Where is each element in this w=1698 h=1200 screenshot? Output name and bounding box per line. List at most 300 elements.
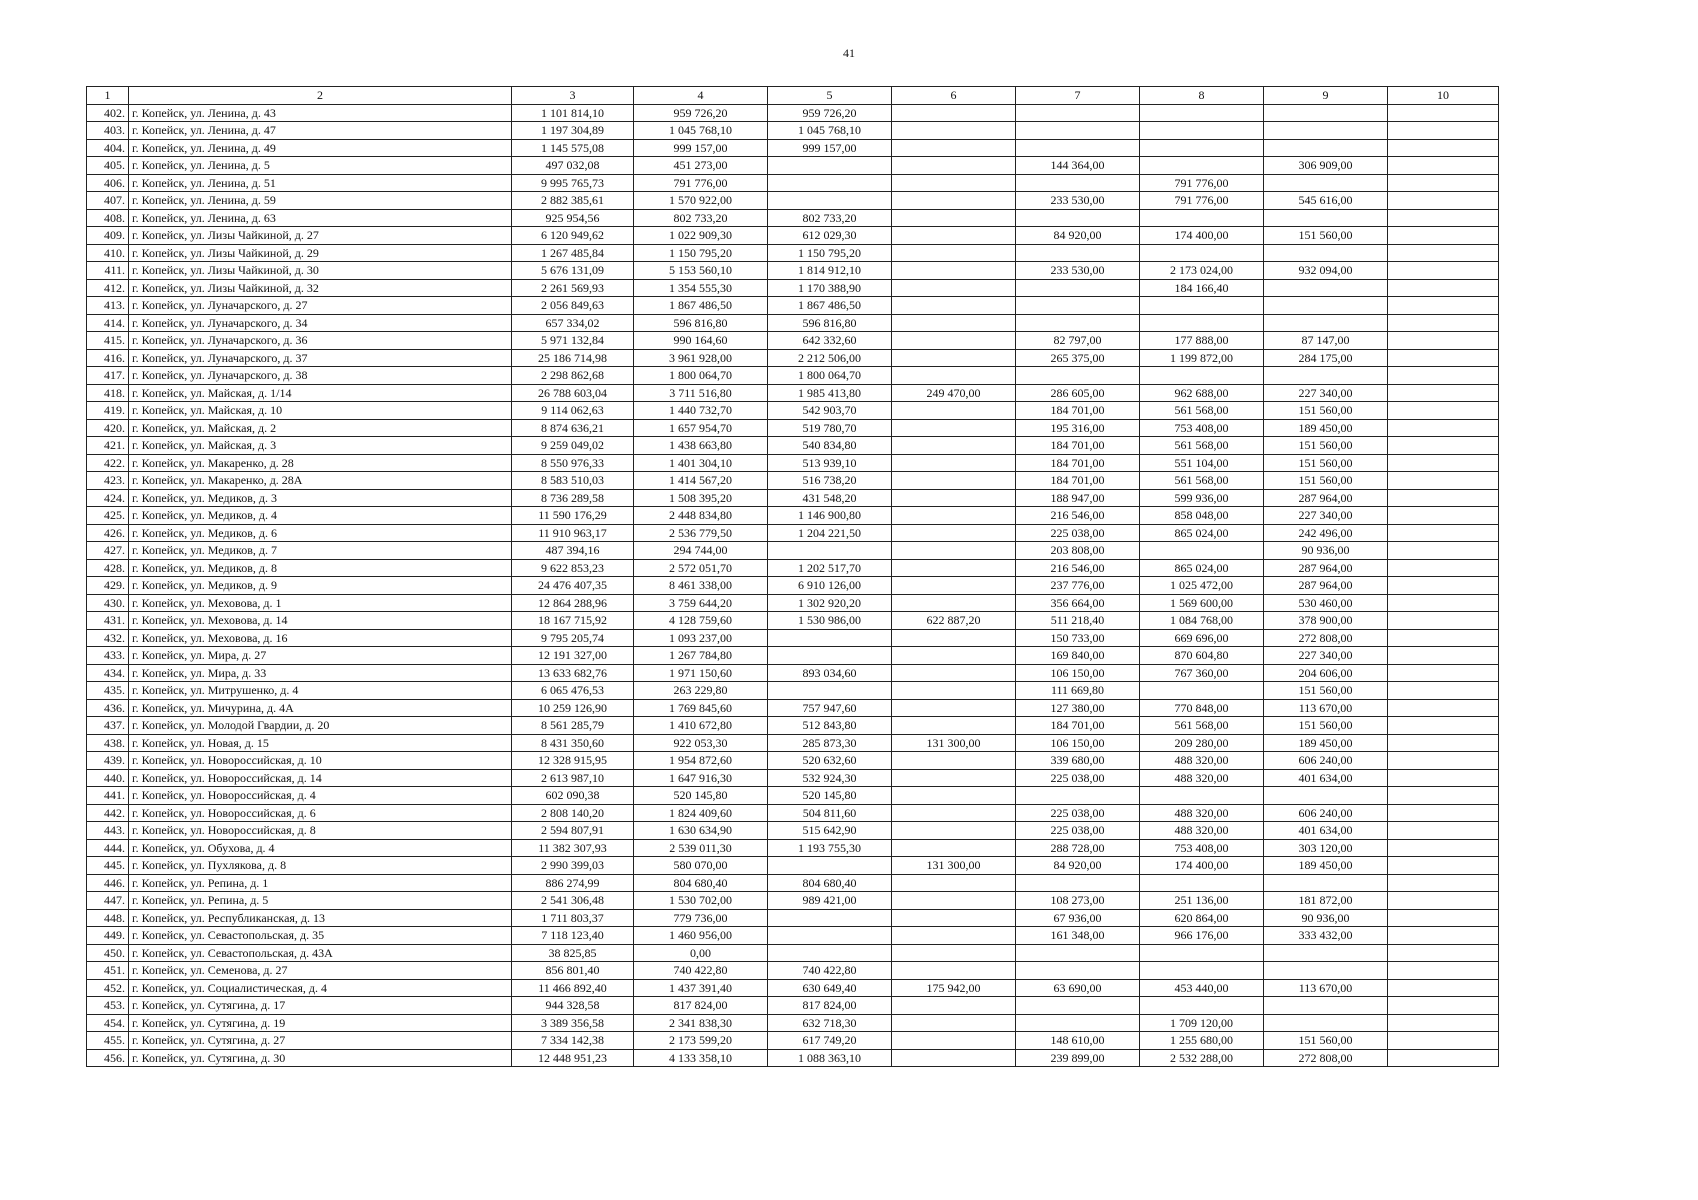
row-number-cell: 426. (87, 524, 129, 542)
address-cell: г. Копейск, ул. Ленина, д. 59 (129, 192, 512, 210)
value-cell (1388, 927, 1499, 945)
value-cell: 378 900,00 (1264, 612, 1388, 630)
value-cell: 804 680,40 (634, 874, 768, 892)
row-number-cell: 444. (87, 839, 129, 857)
value-cell: 151 560,00 (1264, 682, 1388, 700)
value-cell: 519 780,70 (768, 419, 892, 437)
value-cell: 753 408,00 (1140, 419, 1264, 437)
value-cell: 237 776,00 (1016, 577, 1140, 595)
value-cell: 2 808 140,20 (512, 804, 634, 822)
value-cell: 2 532 288,00 (1140, 1049, 1264, 1067)
table-row (87, 752, 1499, 770)
address-cell: г. Копейск, ул. Семенова, д. 27 (129, 962, 512, 980)
value-cell (892, 1049, 1016, 1067)
value-cell: 303 120,00 (1264, 839, 1388, 857)
value-cell (892, 314, 1016, 332)
value-cell (892, 262, 1016, 280)
value-cell: 1 508 395,20 (634, 489, 768, 507)
address-cell: г. Копейск, ул. Ленина, д. 47 (129, 122, 512, 140)
value-cell: 561 568,00 (1140, 472, 1264, 490)
row-number-cell: 429. (87, 577, 129, 595)
address-cell: г. Копейск, ул. Луначарского, д. 37 (129, 349, 512, 367)
value-cell (1264, 297, 1388, 315)
value-cell (1388, 297, 1499, 315)
column-header: 1 (87, 87, 129, 105)
address-cell: г. Копейск, ул. Лизы Чайкиной, д. 30 (129, 262, 512, 280)
register-table (86, 86, 1499, 1067)
row-number-cell: 445. (87, 857, 129, 875)
value-cell: 11 466 892,40 (512, 979, 634, 997)
value-cell: 657 334,02 (512, 314, 634, 332)
table-row (87, 1014, 1499, 1032)
row-number-cell: 453. (87, 997, 129, 1015)
value-cell: 87 147,00 (1264, 332, 1388, 350)
value-cell (1140, 542, 1264, 560)
row-number-cell: 423. (87, 472, 129, 490)
row-number-cell: 430. (87, 594, 129, 612)
value-cell: 1 711 803,37 (512, 909, 634, 927)
row-number-cell: 439. (87, 752, 129, 770)
table-row (87, 857, 1499, 875)
value-cell (1388, 1032, 1499, 1050)
value-cell (1388, 804, 1499, 822)
value-cell: 966 176,00 (1140, 927, 1264, 945)
value-cell (1388, 629, 1499, 647)
table-row (87, 524, 1499, 542)
value-cell: 195 316,00 (1016, 419, 1140, 437)
row-number-cell: 415. (87, 332, 129, 350)
value-cell: 580 070,00 (634, 857, 768, 875)
address-cell: г. Копейск, ул. Мира, д. 33 (129, 664, 512, 682)
value-cell (1388, 857, 1499, 875)
table-row (87, 209, 1499, 227)
table-row (87, 892, 1499, 910)
value-cell (892, 104, 1016, 122)
table-row (87, 874, 1499, 892)
value-cell: 6 910 126,00 (768, 577, 892, 595)
value-cell (1016, 944, 1140, 962)
value-cell: 540 834,80 (768, 437, 892, 455)
value-cell (1016, 314, 1140, 332)
value-cell (892, 839, 1016, 857)
value-cell (1388, 769, 1499, 787)
value-cell (892, 909, 1016, 927)
value-cell (1388, 717, 1499, 735)
value-cell: 8 874 636,21 (512, 419, 634, 437)
value-cell (1264, 104, 1388, 122)
value-cell (1264, 279, 1388, 297)
table-row (87, 104, 1499, 122)
table-row (87, 139, 1499, 157)
value-cell: 175 942,00 (892, 979, 1016, 997)
column-header: 3 (512, 87, 634, 105)
value-cell (1140, 997, 1264, 1015)
value-cell (892, 1032, 1016, 1050)
value-cell (1388, 682, 1499, 700)
address-cell: г. Копейск, ул. Майская, д. 2 (129, 419, 512, 437)
table-row (87, 979, 1499, 997)
value-cell: 38 825,85 (512, 944, 634, 962)
value-cell (1264, 874, 1388, 892)
value-cell (1388, 472, 1499, 490)
value-cell: 511 218,40 (1016, 612, 1140, 630)
value-cell (1140, 104, 1264, 122)
row-number-cell: 420. (87, 419, 129, 437)
row-number-cell: 408. (87, 209, 129, 227)
value-cell: 999 157,00 (634, 139, 768, 157)
value-cell: 630 649,40 (768, 979, 892, 997)
table-row (87, 262, 1499, 280)
value-cell: 67 936,00 (1016, 909, 1140, 927)
value-cell: 1 101 814,10 (512, 104, 634, 122)
table-row (87, 192, 1499, 210)
address-cell: г. Копейск, ул. Меховова, д. 16 (129, 629, 512, 647)
value-cell: 287 964,00 (1264, 559, 1388, 577)
value-cell: 84 920,00 (1016, 857, 1140, 875)
value-cell: 287 964,00 (1264, 577, 1388, 595)
value-cell (892, 699, 1016, 717)
value-cell: 12 191 327,00 (512, 647, 634, 665)
value-cell (1140, 962, 1264, 980)
value-cell: 1 267 784,80 (634, 647, 768, 665)
address-cell: г. Копейск, ул. Новороссийская, д. 14 (129, 769, 512, 787)
column-header: 7 (1016, 87, 1140, 105)
value-cell: 999 157,00 (768, 139, 892, 157)
value-cell: 227 340,00 (1264, 507, 1388, 525)
value-cell: 286 605,00 (1016, 384, 1140, 402)
value-cell: 1 570 922,00 (634, 192, 768, 210)
value-cell: 108 273,00 (1016, 892, 1140, 910)
value-cell (1140, 874, 1264, 892)
value-cell: 127 380,00 (1016, 699, 1140, 717)
value-cell: 1 410 672,80 (634, 717, 768, 735)
value-cell: 520 632,60 (768, 752, 892, 770)
table-row (87, 384, 1499, 402)
value-cell (892, 804, 1016, 822)
value-cell (1388, 174, 1499, 192)
column-header: 9 (1264, 87, 1388, 105)
value-cell: 1 867 486,50 (634, 297, 768, 315)
value-cell: 740 422,80 (768, 962, 892, 980)
address-cell: г. Копейск, ул. Лизы Чайкиной, д. 29 (129, 244, 512, 262)
value-cell: 26 788 603,04 (512, 384, 634, 402)
value-cell (1388, 699, 1499, 717)
value-cell: 2 298 862,68 (512, 367, 634, 385)
value-cell (1388, 612, 1499, 630)
value-cell (892, 664, 1016, 682)
value-cell: 177 888,00 (1140, 332, 1264, 350)
row-number-cell: 410. (87, 244, 129, 262)
row-number-cell: 447. (87, 892, 129, 910)
address-cell: г. Копейск, ул. Медиков, д. 8 (129, 559, 512, 577)
value-cell: 545 616,00 (1264, 192, 1388, 210)
value-cell: 1 437 391,40 (634, 979, 768, 997)
value-cell (768, 629, 892, 647)
value-cell: 740 422,80 (634, 962, 768, 980)
value-cell: 225 038,00 (1016, 524, 1140, 542)
row-number-cell: 446. (87, 874, 129, 892)
address-cell: г. Копейск, ул. Новороссийская, д. 4 (129, 787, 512, 805)
value-cell (1016, 122, 1140, 140)
table-row (87, 647, 1499, 665)
value-cell (1016, 787, 1140, 805)
value-cell: 1 954 872,60 (634, 752, 768, 770)
value-cell (892, 647, 1016, 665)
address-cell: г. Копейск, ул. Сутягина, д. 27 (129, 1032, 512, 1050)
value-cell: 1 045 768,10 (634, 122, 768, 140)
value-cell: 272 808,00 (1264, 629, 1388, 647)
value-cell (1388, 367, 1499, 385)
value-cell: 265 375,00 (1016, 349, 1140, 367)
value-cell: 1 440 732,70 (634, 402, 768, 420)
value-cell: 151 560,00 (1264, 472, 1388, 490)
address-cell: г. Копейск, ул. Репина, д. 5 (129, 892, 512, 910)
value-cell: 520 145,80 (768, 787, 892, 805)
address-cell: г. Копейск, ул. Макаренко, д. 28 (129, 454, 512, 472)
table-row (87, 927, 1499, 945)
address-cell: г. Копейск, ул. Социалистическая, д. 4 (129, 979, 512, 997)
value-cell (1388, 979, 1499, 997)
value-cell (1016, 104, 1140, 122)
row-number-cell: 432. (87, 629, 129, 647)
value-cell: 1 197 304,89 (512, 122, 634, 140)
value-cell: 1 647 916,30 (634, 769, 768, 787)
value-cell (892, 297, 1016, 315)
address-cell: г. Копейск, ул. Новороссийская, д. 6 (129, 804, 512, 822)
value-cell: 804 680,40 (768, 874, 892, 892)
table-row (87, 1032, 1499, 1050)
value-cell (1388, 594, 1499, 612)
value-cell: 84 920,00 (1016, 227, 1140, 245)
value-cell: 932 094,00 (1264, 262, 1388, 280)
value-cell (1388, 244, 1499, 262)
value-cell (1264, 944, 1388, 962)
value-cell: 131 300,00 (892, 734, 1016, 752)
value-cell (892, 332, 1016, 350)
value-cell (1388, 1049, 1499, 1067)
value-cell: 18 167 715,92 (512, 612, 634, 630)
value-cell (1140, 157, 1264, 175)
value-cell (1016, 1014, 1140, 1032)
value-cell: 184 701,00 (1016, 472, 1140, 490)
column-header: 6 (892, 87, 1016, 105)
value-cell: 144 364,00 (1016, 157, 1140, 175)
value-cell: 111 669,80 (1016, 682, 1140, 700)
value-cell: 5 153 560,10 (634, 262, 768, 280)
value-cell: 542 903,70 (768, 402, 892, 420)
value-cell: 753 408,00 (1140, 839, 1264, 857)
value-cell: 2 539 011,30 (634, 839, 768, 857)
value-cell: 2 341 838,30 (634, 1014, 768, 1032)
value-cell (1016, 297, 1140, 315)
value-cell (1388, 104, 1499, 122)
value-cell: 0,00 (634, 944, 768, 962)
value-cell: 606 240,00 (1264, 804, 1388, 822)
table-row (87, 454, 1499, 472)
value-cell (768, 542, 892, 560)
table-row (87, 314, 1499, 332)
value-cell: 6 065 476,53 (512, 682, 634, 700)
value-cell: 1 414 567,20 (634, 472, 768, 490)
value-cell: 184 701,00 (1016, 454, 1140, 472)
column-header: 8 (1140, 87, 1264, 105)
value-cell: 6 120 949,62 (512, 227, 634, 245)
value-cell (892, 822, 1016, 840)
table-row (87, 769, 1499, 787)
value-cell (892, 472, 1016, 490)
table-row (87, 402, 1499, 420)
value-cell (1388, 1014, 1499, 1032)
value-cell (1388, 577, 1499, 595)
value-cell: 959 726,20 (634, 104, 768, 122)
table-row (87, 1049, 1499, 1067)
value-cell: 757 947,60 (768, 699, 892, 717)
value-cell: 532 924,30 (768, 769, 892, 787)
table-row (87, 122, 1499, 140)
value-cell (892, 157, 1016, 175)
value-cell: 959 726,20 (768, 104, 892, 122)
value-cell: 2 261 569,93 (512, 279, 634, 297)
value-cell (892, 769, 1016, 787)
value-cell (1140, 139, 1264, 157)
address-cell: г. Копейск, ул. Медиков, д. 9 (129, 577, 512, 595)
value-cell (1016, 244, 1140, 262)
value-cell: 306 909,00 (1264, 157, 1388, 175)
value-cell (1016, 174, 1140, 192)
value-cell: 520 145,80 (634, 787, 768, 805)
table-row (87, 279, 1499, 297)
value-cell (1264, 367, 1388, 385)
value-cell (1388, 262, 1499, 280)
value-cell: 922 053,30 (634, 734, 768, 752)
value-cell: 287 964,00 (1264, 489, 1388, 507)
value-cell: 551 104,00 (1140, 454, 1264, 472)
table-row (87, 507, 1499, 525)
table-row (87, 244, 1499, 262)
value-cell: 189 450,00 (1264, 734, 1388, 752)
row-number-cell: 412. (87, 279, 129, 297)
value-cell: 188 947,00 (1016, 489, 1140, 507)
value-cell: 9 259 049,02 (512, 437, 634, 455)
value-cell: 151 560,00 (1264, 454, 1388, 472)
value-cell: 1 630 634,90 (634, 822, 768, 840)
value-cell: 561 568,00 (1140, 402, 1264, 420)
value-cell (1140, 314, 1264, 332)
value-cell (1388, 559, 1499, 577)
table-row (87, 227, 1499, 245)
value-cell: 9 795 205,74 (512, 629, 634, 647)
value-cell: 488 320,00 (1140, 822, 1264, 840)
value-cell: 113 670,00 (1264, 699, 1388, 717)
value-cell: 12 448 951,23 (512, 1049, 634, 1067)
row-number-cell: 421. (87, 437, 129, 455)
row-number-cell: 407. (87, 192, 129, 210)
value-cell: 1 800 064,70 (634, 367, 768, 385)
value-cell: 8 583 510,03 (512, 472, 634, 490)
value-cell: 233 530,00 (1016, 262, 1140, 280)
row-number-cell: 452. (87, 979, 129, 997)
value-cell: 1 045 768,10 (768, 122, 892, 140)
value-cell: 251 136,00 (1140, 892, 1264, 910)
value-cell (768, 857, 892, 875)
value-cell (1388, 892, 1499, 910)
value-cell (1388, 139, 1499, 157)
table-row (87, 577, 1499, 595)
address-cell: г. Копейск, ул. Луначарского, д. 38 (129, 367, 512, 385)
value-cell: 63 690,00 (1016, 979, 1140, 997)
value-cell: 9 114 062,63 (512, 402, 634, 420)
value-cell: 858 048,00 (1140, 507, 1264, 525)
value-cell: 169 840,00 (1016, 647, 1140, 665)
address-cell: г. Копейск, ул. Мичурина, д. 4А (129, 699, 512, 717)
value-cell: 1 824 409,60 (634, 804, 768, 822)
row-number-cell: 427. (87, 542, 129, 560)
row-number-cell: 433. (87, 647, 129, 665)
value-cell (1388, 419, 1499, 437)
row-number-cell: 428. (87, 559, 129, 577)
value-cell: 606 240,00 (1264, 752, 1388, 770)
address-cell: г. Копейск, ул. Новороссийская, д. 10 (129, 752, 512, 770)
table-row (87, 612, 1499, 630)
table-row (87, 822, 1499, 840)
value-cell (1016, 962, 1140, 980)
value-cell: 1 199 872,00 (1140, 349, 1264, 367)
value-cell (1264, 962, 1388, 980)
address-cell: г. Копейск, ул. Луначарского, д. 34 (129, 314, 512, 332)
row-number-cell: 416. (87, 349, 129, 367)
address-cell: г. Копейск, ул. Медиков, д. 6 (129, 524, 512, 542)
value-cell: 1 084 768,00 (1140, 612, 1264, 630)
table-row (87, 472, 1499, 490)
header-row (87, 87, 1499, 105)
value-cell: 10 259 126,90 (512, 699, 634, 717)
value-cell (768, 647, 892, 665)
row-number-cell: 435. (87, 682, 129, 700)
row-number-cell: 402. (87, 104, 129, 122)
value-cell: 990 164,60 (634, 332, 768, 350)
address-cell: г. Копейск, ул. Ленина, д. 43 (129, 104, 512, 122)
value-cell: 870 604,80 (1140, 647, 1264, 665)
value-cell: 1 657 954,70 (634, 419, 768, 437)
table-row (87, 682, 1499, 700)
row-number-cell: 406. (87, 174, 129, 192)
value-cell (1264, 244, 1388, 262)
value-cell: 2 536 779,50 (634, 524, 768, 542)
value-cell: 1 022 909,30 (634, 227, 768, 245)
table-row (87, 717, 1499, 735)
value-cell (892, 927, 1016, 945)
address-cell: г. Копейск, ул. Сутягина, д. 30 (129, 1049, 512, 1067)
value-cell (1264, 174, 1388, 192)
row-number-cell: 450. (87, 944, 129, 962)
table-row (87, 349, 1499, 367)
value-cell: 989 421,00 (768, 892, 892, 910)
value-cell: 7 334 142,38 (512, 1032, 634, 1050)
value-cell (892, 402, 1016, 420)
address-cell: г. Копейск, ул. Майская, д. 10 (129, 402, 512, 420)
value-cell: 1 460 956,00 (634, 927, 768, 945)
value-cell (892, 629, 1016, 647)
row-number-cell: 418. (87, 384, 129, 402)
value-cell (1388, 489, 1499, 507)
value-cell: 209 280,00 (1140, 734, 1264, 752)
value-cell: 13 633 682,76 (512, 664, 634, 682)
value-cell: 150 733,00 (1016, 629, 1140, 647)
value-cell: 4 133 358,10 (634, 1049, 768, 1067)
address-cell: г. Копейск, ул. Ленина, д. 5 (129, 157, 512, 175)
table-row (87, 664, 1499, 682)
address-cell: г. Копейск, ул. Медиков, д. 4 (129, 507, 512, 525)
